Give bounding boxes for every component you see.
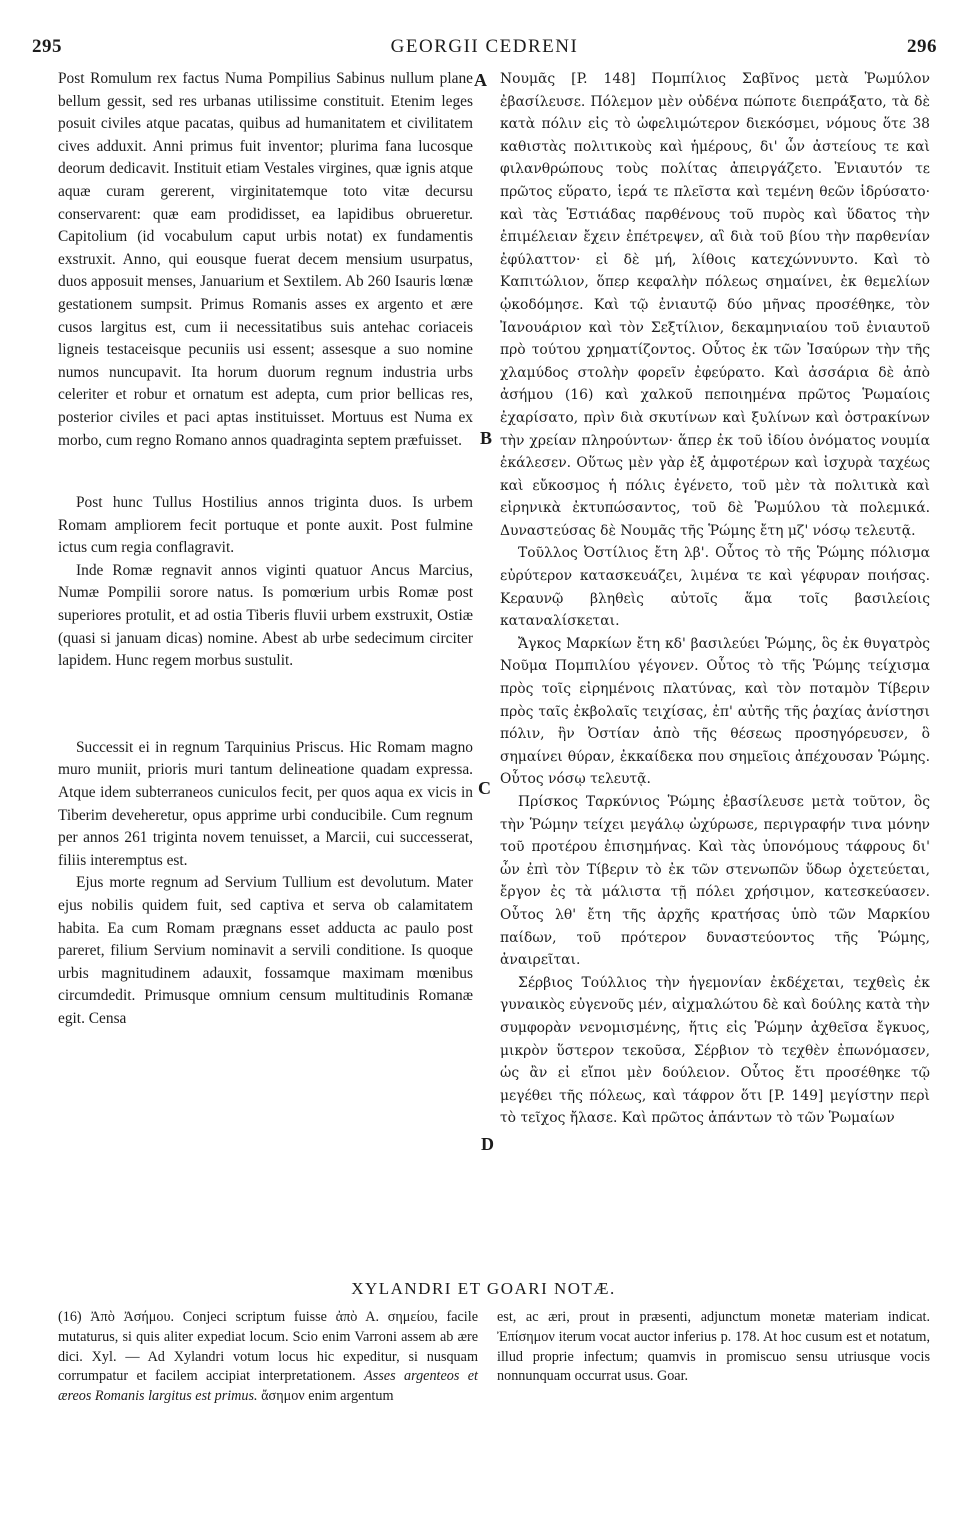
notes-right-column (497, 1308, 930, 1387)
latin-paragraph-tarquinius: Successit ei in regnum Tarquinius Priscus. Hic Romam magno muro muniit, prioris muri tantum delineatione quadam expressa. Atque idem subterraneos cuniculos fecit, per quos aqua ex vicis in Tiberim deveheretur, opus apprime urbi conducibile. Cum regnum per annos 261 triginta novem tenuisset, a Marcii, cui successerat, filiis interemptus est. (58, 738, 473, 869)
page-header (32, 36, 937, 62)
running-title: GEORGII CEDRENI (390, 36, 579, 57)
latin-paragraph-servius: Ejus morte regnum ad Servium Tullium est devolutum. Mater ejus nobilis quidem fuit, sed captiva et serva ob calamitatem habita. Ea cum Romam prægnans esset adducta ac paulo post pareret, filium Servium nominavit a servili conditione. Is quoque urbis magnitudinem adauxit, fossamque maximam mœnibus circumdedit. Primusque omnium censum multitudinis Romanæ egit. Censa (58, 874, 473, 1027)
greek-paragraph-tullus: Τοῦλλος Ὀστίλιος ἔτη λβ'. Οὗτος τὸ τῆς Ῥώμης πόλισμα εὐρύτερον κατασκευάζει, λιμένα τε καὶ γέφυραν ποιήσας. Κεραυνῷ βληθεὶς αὐτοῖς ἅμα τοῖς βασιλείοις καταναλίσκεται. (500, 545, 930, 630)
footnote-16-tail: ἄσημον enim argentum (261, 1388, 394, 1405)
right-page-number: 296 (907, 36, 937, 57)
margin-marker-a: A (474, 70, 487, 90)
greek-paragraph-ancus: Ἄγκος Μαρκίων ἔτη κδ' βασιλεύει Ῥώμης, ὃς ἐκ θυγατρὸς Νοῦμα Πομπιλίου γέγονεν. Οὗτος τὸ τῆς Ῥώμης τείχισμα πρὸς τοῖς εἰρημένοις πλατύνας, καὶ τὸν ποταμὸν Τίβεριν πρὸς ταῖς ἐκβολαῖς τειχίσας, ἐπ' αὐτῆς τῆς ῥαχίας ἀνίστησι πόλιν, ἣν Ὀστίαν ἀπὸ τῆς θέσεως προσηγόρευσεν, ὃ σημαίνει θύραν, ἐκκαίδεκα που σημεῖοις ἀπέχουσαν Ῥώμης. Οὗτος νόσῳ τελευτᾷ. (500, 635, 930, 788)
notes-left-column (58, 1308, 478, 1407)
left-page-number: 295 (32, 36, 62, 57)
latin-paragraph-ancus: Inde Romæ regnavit annos viginti quatuor Ancus Marcius, Numæ Pompilii sorore natus. Is pomœrium urbis Romæ post superiores protulit, et ad ostia Tiberis fluvii urbem exstruxit, Ostiæ (quasi si januam dicas) nomine. Abest ab urbe sedecimum circiter lapidem. Hunc regem morbus sustulit. (58, 561, 473, 670)
margin-marker-b: B (480, 428, 493, 448)
latin-paragraph-tullus: Post hunc Tullus Hostilius annos triginta duos. Is urbem Romam ampliorem fecit portuque et ponte auxit. Post fulmine ictus cum regia conflagravit. (58, 494, 473, 557)
greek-paragraph-numa: Νουμᾶς [P. 148] Πομπίλιος Σαβῖνος μετὰ Ῥωμύλον ἐβασίλευσε. Πόλεμον μὲν οὐδένα πώποτε διεπράξατο, τὰ δὲ κατὰ πόλιν εἰς τὸ ὠφελιμώτερον διεκόσμει, νόμους ὅτε 38 καθιστὰς πολιτικοὺς καὶ ἡμέρους, δι' ὧν ἀστείους τε καὶ φιλανθρώπους τοὺς πολίτας ἀπειργάζετο. Ἐνιαυτόν τε πρῶτος εὕρατο, ἱερά τε πλεῖστα καὶ τεμένη θεῶν ἱδρύσατο· καὶ τὰς Ἑστιάδας παρθένους τοῦ πυρὸς καὶ ὕδατος τὴν ἐπιμέλειαν ἔχειν ἐπέτρεψεν, αἳ διὰ τοῦ βίου τὴν παρθενίαν ἐφύλαττον· εἰ δὲ μή, λίθοις κατεχώννυντο. Καὶ τὸ Καπιτώλιον, ὅπερ κεφαλὴν πόλεως σημαίνει, ἐκ θεμελίων ᾠκοδόμησε. Καὶ τῷ ἐνιαυτῷ δύο μῆνας προσέθηκε, τὸν Ἰανουάριον καὶ τὸν Σεξτίλιον, δεκαμηνιαίου τοῦ ἐνιαυτοῦ πρὸ τούτου χρηματίζοντος. Οὗτος ἐκ τῶν Ἰσαύρων τὴν τῆς χλαμύδος στολὴν φορεῖν ἐφεύρατο. Καὶ ἀσσάρια δὲ ἀπὸ ἀσήμου (16) καὶ χαλκοῦ πεποιημένα πρῶτος Ῥωμαίοις ἐχαρίσατο, πρὶν διὰ σκυτίνων καὶ ξυλίνων καὶ ὀστρακίνων τὴν χρείαν πληρούντων· ἅπερ ἐκ τοῦ ἰδίου ὀνόματος νουμία ἐκάλεσεν. Οὕτως μὲν γὰρ ἐξ ἀμφοτέρων καὶ ἰσχυρὰ ταχέως καὶ εὔκοσμος ἡ πόλις ἐγένετο, τοῦ μὲν τὰ πολιτικὰ καὶ εἰρηνικὰ ἐκτυπώσαντος, τοῦ δὲ Ῥωμύλου τὰ πολεμικά. Δυναστεύσας δὲ Νουμᾶς τῆς Ῥώμης ἔτη μζ' νόσῳ τελευτᾷ. (500, 71, 930, 539)
greek-column (500, 68, 930, 1130)
greek-paragraph-servius: Σέρβιος Τούλλιος τὴν ἡγεμονίαν ἐκδέχεται, τεχθεὶς ἐκ γυναικὸς εὐγενοῦς μέν, αἰχμαλώτου δὲ καὶ δούλης κατὰ τὴν συμφορὰν νενομισμένης, ἥτις εἰς Ῥώμην ἀχθεῖσα ἔγκυος, μικρὸν ὕστερον τεκοῦσα, Σέρβιον τὸ τεχθὲν ἐπωνόμασεν, ὡς ἂν εἰ εἴποι μὲν δούλειον. Οὗτος ἔτι προσέθηκε τῷ μεγέθει τῆς πόλεως, καὶ τάφρον ὅτι [P. 149] μεγίστην περὶ τὸ τεῖχος ἤλασε. Καὶ πρῶτος ἁπάντων τὸ τῶν Ῥωμαίων (500, 974, 930, 1127)
footnote-continuation: est, ac æri, prout in præsenti, adjunctum monetæ materiam indicat. Ἐπίσημον iterum vocat auctor inferius p. 178. At hoc cusum est et notatum, illud proprie infectum; quamvis in promiscuo sensu utriusque vocis nonnunquam occurrat usus. Goar. (497, 1309, 930, 1385)
margin-marker-c: C (478, 778, 491, 798)
greek-paragraph-tarquinius: Πρίσκος Ταρκύνιος Ῥώμης ἐβασίλευσε μετὰ τοῦτον, ὃς τὴν Ῥώμην τείχει μεγάλῳ ὠχύρωσε, περιγραφήν τινα μόνην τοῦ προτέρου ἐπισημήνας. Καὶ τὰς ὑπονόμους τάφρους δι' ὧν ἐπὶ τὸν Τίβεριν τὸ ἐκ τῶν στενωπῶν ὕδωρ ὀχετεύεται, ἔργον ἐς τὰ μάλιστα τῇ πόλει χρήσιμον, κατεσκεύασεν. Οὗτος λθ' ἔτη τῆς ἀρχῆς κρατήσας ὑπὸ τῶν Μαρκίου παίδων, τοῦ πρότερον δυναστεύοντος τῆς Ῥώμης, ἀναιρεῖται. (500, 794, 930, 969)
latin-column (58, 68, 473, 1031)
latin-paragraph-numa: Post Romulum rex factus Numa Pompilius Sabinus nullum plane bellum gessit, sed res urbanas utilissime constituit. Etenim leges posuit civiles atque pacatas, quibus ad humanitatem et civilitatem cives adduxit. Anni primus fuit inventor; plurima fana lucosque deorum dedicavit. Instituit etiam Vestales virgines, quæ ignis atque aquæ curam gererent, virginitatemque toto vitæ decursu conservarent: quæ eam prodidisset, ea lapidibus obrueretur. Capitolium (id vocabulum caput urbis notat) ex fundamentis exstruxit. Anno, qui eousque fuerat decem mensium usurpatus, duos apposuit menses, Januarium et Sextilem. Ab 260 Isauris lœnæ gestationem sumpsit. Primus Romanis asses ex argento et ære cusos largitus est, cum ii necessitatibus suis antehac coriaceis ligneis testaceisque pecuniis usi essent; assesque a suo nomine numos nuncupavit. Ita horum duorum regnum industria urbs celeriter et robur et ornatum est adepta, cum prior bellicas res, posterior civiles et paci aptas instituisset. Mortuus est Numa ex morbo, cum regno Romano annos quadraginta septem præfuisset. (58, 70, 473, 449)
footnote-16-text: (16) Ἀπὸ Ἀσήμου. Conjeci scriptum fuisse ἀπὸ Α. σημείου, facile mutaturus, si quis aliter expediat locum. Scio enim Varroni assem ab ære dici. Xyl. — Ad Xylandri votum locus hic expeditur, si nusquam corrumpatur et facilem accipiat interpretationem. (58, 1309, 478, 1385)
margin-marker-d: D (481, 1134, 494, 1154)
notes-heading: XYLANDRI ET GOARI NOTÆ. (351, 1279, 616, 1298)
footnote-16-italic: Asses argenteos et æreos Romanis largitus est primus. (58, 1368, 478, 1405)
footnote-16 (58, 1308, 478, 1407)
